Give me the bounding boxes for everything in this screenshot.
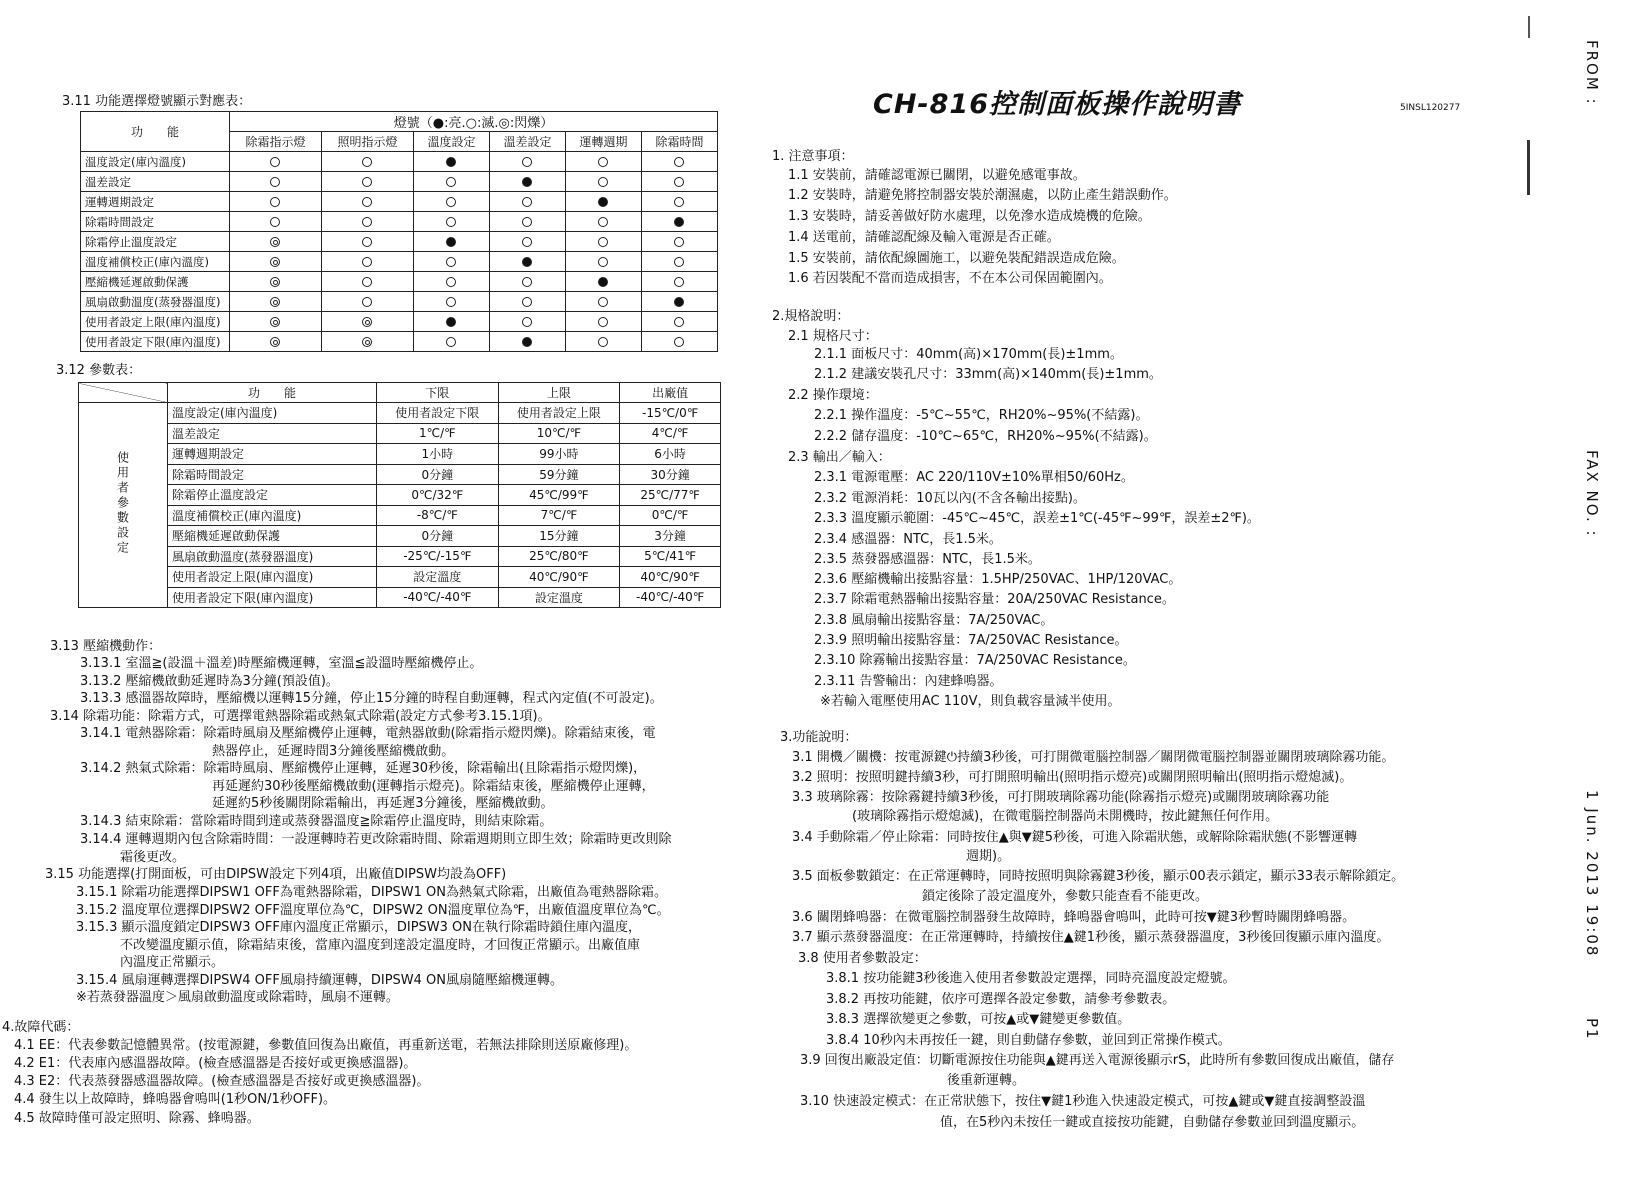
text-line: 後重新運轉。 xyxy=(947,1073,1026,1088)
lamp-cell xyxy=(489,172,565,192)
lamp-flash-icon xyxy=(270,277,280,287)
lamp-flash-icon xyxy=(362,337,372,347)
text-line: 3.8.4 10秒內未再按任一鍵，則自動儲存參數，並回到正常操作模式。 xyxy=(826,1033,1231,1048)
param-value: 99小時 xyxy=(498,444,620,465)
lamp-off-icon xyxy=(598,337,608,347)
text-line: ※若輸入電壓使用AC 110V，則負載容量減半使用。 xyxy=(820,694,1121,709)
text-line: 3.8 使用者參數設定： xyxy=(798,951,927,966)
text-line: 3.14.4 運轉週期內包含除霜時間：一設運轉時若更改除霜時間、除霜週期則立即生效；除霜時更改則除 xyxy=(80,832,672,847)
param-header: 下限 xyxy=(377,383,499,403)
param-name: 運轉週期設定 xyxy=(168,444,377,465)
lamp-off-icon xyxy=(446,337,456,347)
param-name: 風扇啟動溫度(蒸發器溫度) xyxy=(168,546,377,567)
param-value: 0分鐘 xyxy=(377,464,499,485)
text-line: 2.3.6 壓縮機輸出接點容量：1.5HP/250VAC、1HP/120VAC。 xyxy=(814,572,1182,587)
lamp-cell xyxy=(230,212,322,232)
param-value: -40℃/-40℉ xyxy=(377,587,499,608)
lamp-off-icon xyxy=(522,237,532,247)
text-line: 2.1.2 建議安裝孔尺寸：33mm(高)×140mm(長)±1mm。 xyxy=(814,367,1162,382)
lamp-off-icon xyxy=(522,217,532,227)
text-line: 2.規格說明： xyxy=(772,309,850,324)
lamp-header: 溫度設定 xyxy=(413,132,489,152)
param-name: 除霜停止溫度設定 xyxy=(168,485,377,506)
text-line: 2.3.4 感溫器：NTC，長1.5米。 xyxy=(814,532,1002,547)
text-line: 3.7 顯示蒸發器溫度：在正常運轉時，持續按住▲鍵1秒後，顯示蒸發器溫度，3秒後回復顯示庫內溫度。 xyxy=(792,930,1390,945)
text-line: 內溫度正常顯示。 xyxy=(120,955,225,970)
param-name: 使用者設定上限(庫內溫度) xyxy=(168,567,377,588)
lamp-cell xyxy=(321,252,413,272)
lamp-off-icon xyxy=(362,217,372,227)
lamp-off-icon xyxy=(362,197,372,207)
lamp-off-icon xyxy=(522,277,532,287)
lamp-on-icon xyxy=(446,237,456,247)
table-row xyxy=(79,505,721,526)
table-row xyxy=(79,464,721,485)
lamp-on-icon xyxy=(674,217,684,227)
lamp-cell xyxy=(413,312,489,332)
parameter-table xyxy=(78,382,721,608)
text-line: 2.1.1 面板尺寸：40mm(高)×170mm(長)±1mm。 xyxy=(814,347,1123,362)
lamp-cell xyxy=(641,312,717,332)
lamp-header: 照明指示燈 xyxy=(321,132,413,152)
param-side-text: 使用者參數設定 xyxy=(115,451,130,556)
table-row xyxy=(81,212,718,232)
lamp-off-icon xyxy=(674,317,684,327)
param-value: -40℃/-40℉ xyxy=(620,587,721,608)
text-line: 2.3.11 告警輸出：內建蜂鳴器。 xyxy=(814,674,1003,689)
row-function-name: 風扇啟動溫度(蒸發器溫度) xyxy=(81,292,230,312)
page-title: CH-816控制面板操作說明書 xyxy=(873,89,1241,120)
lamp-flash-icon xyxy=(270,297,280,307)
lamp-off-icon xyxy=(598,217,608,227)
lamp-cell xyxy=(489,232,565,252)
lamp-off-icon xyxy=(674,197,684,207)
lamp-cell xyxy=(489,252,565,272)
lamp-flash-icon xyxy=(270,317,280,327)
scan-mark xyxy=(1527,140,1530,195)
lamp-off-icon xyxy=(598,297,608,307)
text-line: 3.13.1 室溫≧(設溫＋溫差)時壓縮機運轉，室溫≦設溫時壓縮機停止。 xyxy=(80,656,483,671)
table-row xyxy=(81,272,718,292)
lamp-on-icon xyxy=(522,257,532,267)
text-line: 1.5 安裝前，請依配線圖施工，以避免裝配錯誤造成危險。 xyxy=(788,251,1125,266)
lamp-off-icon xyxy=(270,177,280,187)
lamp-off-icon xyxy=(362,237,372,247)
lamp-cell xyxy=(489,272,565,292)
text-line: 不改變溫度顯示值，除霜結束後，當庫內溫度到達設定溫度時，才回復正常顯示。出廠值庫 xyxy=(120,938,641,953)
table-row xyxy=(79,423,721,444)
text-line: 2.1 規格尺寸： xyxy=(788,329,878,344)
lamp-cell xyxy=(413,232,489,252)
lamp-off-icon xyxy=(446,257,456,267)
table-row xyxy=(79,526,721,547)
text-line: 4.2 E1：代表庫內感溫器故障。(檢查感溫器是否接好或更換感溫器)。 xyxy=(14,1056,417,1071)
lamp-header: 除霜時間 xyxy=(641,132,717,152)
text-line: 鎖定後除了設定溫度外，參數只能查看不能更改。 xyxy=(922,889,1209,904)
param-value: 30分鐘 xyxy=(620,464,721,485)
lamp-cell xyxy=(565,272,641,292)
lamp-off-icon xyxy=(362,157,372,167)
param-value: 使用者設定上限 xyxy=(498,403,620,424)
lamp-cell xyxy=(641,192,717,212)
lamp-cell xyxy=(230,292,322,312)
text-line: 3.14 除霜功能：除霜方式，可選擇電熱器除霜或熱氣式除霜(設定方式參考3.15.1項)。 xyxy=(50,709,551,724)
text-line: 3.15.3 顯示溫度鎖定DIPSW3 OFF庫內溫度正常顯示，DIPSW3 ON在執行除霜時鎖住庫內溫度， xyxy=(76,920,642,935)
text-line: 4.1 EE：代表參數記憶體異常。(按電源鍵，參數值回復為出廠值，再重新送電，若無法排除則送原廠修理)。 xyxy=(14,1038,638,1053)
text-line: 4.故障代碼： xyxy=(2,1020,80,1035)
section-3-11-heading: 3.11 功能選擇燈號顯示對應表： xyxy=(62,94,252,109)
lamp-cell xyxy=(413,292,489,312)
param-value: 0℃/32℉ xyxy=(377,485,499,506)
table-row xyxy=(81,292,718,312)
param-value: 1小時 xyxy=(377,444,499,465)
lamp-cell xyxy=(230,232,322,252)
lamp-off-icon xyxy=(674,177,684,187)
text-line: 3.13.3 感溫器故障時，壓縮機以運轉15分鐘，停止15分鐘的時程自動運轉，程式內定值(不可設定)。 xyxy=(80,691,663,706)
text-line: 1.4 送電前，請確認配線及輸入電源是否正確。 xyxy=(788,230,1060,245)
param-value: 7℃/℉ xyxy=(498,505,620,526)
text-line: 4.4 發生以上故障時，蜂鳴器會鳴叫(1秒ON/1秒OFF)。 xyxy=(14,1092,337,1107)
lamp-on-icon xyxy=(446,317,456,327)
param-value: 設定溫度 xyxy=(498,587,620,608)
text-line: 3.6 關閉蜂鳴器：在微電腦控制器發生故障時，蜂鳴器會鳴叫，此時可按▼鍵3秒暫時關閉蜂鳴器。 xyxy=(792,910,1356,925)
lamp-flash-icon xyxy=(270,337,280,347)
text-line: 值，在5秒內未按任一鍵或直接按功能鍵，自動儲存參數並回到溫度顯示。 xyxy=(940,1115,1365,1130)
text-line: 2.3.10 除霧輸出接點容量：7A/250VAC Resistance。 xyxy=(814,653,1136,668)
text-line: 1.2 安裝時，請避免將控制器安裝於潮濕處，以防止產生錯誤動作。 xyxy=(788,188,1177,203)
lamp-off-icon xyxy=(674,257,684,267)
lamp-cell xyxy=(641,272,717,292)
text-line: 3.14.1 電熱器除霜：除霜時風扇及壓縮機停止運轉，電熱器啟動(除霜指示燈閃爍)。除霜結束後，電 xyxy=(80,726,656,741)
param-value: 59分鐘 xyxy=(498,464,620,485)
row-function-name: 溫度設定(庫內溫度) xyxy=(81,152,230,172)
lamp-off-icon xyxy=(522,317,532,327)
lamp-off-icon xyxy=(674,237,684,247)
lamp-cell xyxy=(230,312,322,332)
lamp-cell xyxy=(489,192,565,212)
lamp-cell xyxy=(321,232,413,252)
param-value: 4℃/℉ xyxy=(620,423,721,444)
table-corner xyxy=(79,383,168,403)
lamp-off-icon xyxy=(446,217,456,227)
lamp-cell xyxy=(641,292,717,312)
fax-page: P1 xyxy=(1583,1018,1601,1041)
lamp-cell xyxy=(230,252,322,272)
lamp-header: 除霜指示燈 xyxy=(230,132,322,152)
param-name: 溫度補償校正(庫內溫度) xyxy=(168,505,377,526)
lamp-cell xyxy=(489,312,565,332)
table-row xyxy=(79,444,721,465)
param-value: 40℃/90℉ xyxy=(620,567,721,588)
param-value: 15分鐘 xyxy=(498,526,620,547)
lamp-cell xyxy=(565,312,641,332)
document-code: 5INSL120277 xyxy=(1400,103,1461,113)
lamp-cell xyxy=(321,152,413,172)
lamp-off-icon xyxy=(598,317,608,327)
lamp-off-icon xyxy=(270,157,280,167)
row-function-name: 溫差設定 xyxy=(81,172,230,192)
lamp-cell xyxy=(565,212,641,232)
lamp-cell xyxy=(413,272,489,292)
lamp-cell xyxy=(489,292,565,312)
lamp-off-icon xyxy=(362,257,372,267)
fax-from: FROM : xyxy=(1583,40,1601,106)
text-line: 霜後更改。 xyxy=(120,850,186,865)
param-name: 溫差設定 xyxy=(168,423,377,444)
text-line: (玻璃除霧指示燈熄滅)，在微電腦控制器尚未開機時，按此鍵無任何作用。 xyxy=(852,809,1279,824)
lamp-off-icon xyxy=(362,277,372,287)
text-line: 2.2.2 儲存溫度：-10℃~65℃，RH20%~95%(不結露)。 xyxy=(814,429,1157,444)
text-line: 3.8.1 按功能鍵3秒後進入使用者參數設定選擇，同時亮溫度設定燈號。 xyxy=(826,971,1236,986)
lamp-off-icon xyxy=(674,337,684,347)
lamp-off-icon xyxy=(362,297,372,307)
table-row xyxy=(81,332,718,352)
lamp-on-icon xyxy=(598,197,608,207)
lamp-cell xyxy=(489,212,565,232)
table-row xyxy=(79,403,721,424)
param-value: 0分鐘 xyxy=(377,526,499,547)
lamp-cell xyxy=(321,312,413,332)
section-3-12-heading: 3.12 參數表： xyxy=(56,363,142,378)
lamp-cell xyxy=(321,172,413,192)
lamp-cell xyxy=(230,172,322,192)
lamp-off-icon xyxy=(446,297,456,307)
param-header: 功 能 xyxy=(168,383,377,403)
text-line: 3.4 手動除霜／停止除霜：同時按住▲與▼鍵5秒後，可進入除霜狀態，或解除除霜狀態(不影響運轉 xyxy=(792,830,1358,845)
text-line: 3.13.2 壓縮機啟動延遲時為3分鐘(預設值)。 xyxy=(80,674,339,689)
text-line: 2.3.3 溫度顯示範圍：-45℃~45℃，誤差±1℃(-45℉~99℉，誤差±2℉)。 xyxy=(814,511,1260,526)
lamp-cell xyxy=(230,332,322,352)
text-line: 2.3.5 蒸發器感溫器：NTC，長1.5米。 xyxy=(814,552,1041,567)
lamp-cell xyxy=(489,152,565,172)
lamp-cell xyxy=(321,192,413,212)
lamp-cell xyxy=(413,152,489,172)
table-header-lamp: 燈號（●:亮.○:滅.◎:閃爍） xyxy=(230,112,718,132)
table-row xyxy=(79,546,721,567)
lamp-cell xyxy=(641,232,717,252)
text-line: 3.8.2 再按功能鍵，依序可選擇各設定參數，請參考參數表。 xyxy=(826,992,1176,1007)
text-line: 2.3 輸出／輸入： xyxy=(788,450,891,465)
text-line: 3.15 功能選擇(打開面板，可由DIPSW設定下列4項，出廠值DIPSW均設為OFF) xyxy=(45,867,507,882)
text-line: 1.3 安裝時，請妥善做好防水處理，以免滲水造成燒機的危險。 xyxy=(788,209,1151,224)
lamp-off-icon xyxy=(522,197,532,207)
lamp-cell xyxy=(565,332,641,352)
text-line: 3.10 快速設定模式：在正常狀態下，按住▼鍵1秒進入快速設定模式，可按▲鍵或▼鍵直接調整設溫 xyxy=(800,1094,1366,1109)
text-line: 2.2.1 操作溫度：-5℃~55℃，RH20%~95%(不結露)。 xyxy=(814,408,1149,423)
lamp-function-table xyxy=(80,111,718,352)
table-row xyxy=(79,567,721,588)
lamp-cell xyxy=(641,252,717,272)
lamp-off-icon xyxy=(522,297,532,307)
param-name: 使用者設定下限(庫內溫度) xyxy=(168,587,377,608)
lamp-cell xyxy=(413,192,489,212)
param-value: -15℃/0℉ xyxy=(620,403,721,424)
text-line: 1.1 安裝前，請確認電源已關閉，以避免感電事故。 xyxy=(788,168,1086,183)
lamp-cell xyxy=(565,252,641,272)
table-row xyxy=(81,172,718,192)
text-line: 3.3 玻璃除霧：按除霧鍵持續3秒後，可打開玻璃除霧功能(除霧指示燈亮)或關閉玻璃除霧功能 xyxy=(792,790,1330,805)
text-line: 熱器停止，延遲時間3分鐘後壓縮機啟動。 xyxy=(212,744,455,759)
text-line: 再延遲約30秒後壓縮機啟動(運轉指示燈亮)。除霜結束後，壓縮機停止運轉， xyxy=(212,779,655,794)
param-value: 5℃/41℉ xyxy=(620,546,721,567)
lamp-flash-icon xyxy=(270,237,280,247)
lamp-cell xyxy=(321,332,413,352)
lamp-flash-icon xyxy=(362,317,372,327)
param-value: -25℃/-15℉ xyxy=(377,546,499,567)
text-line: 3.2 照明：按照明鍵持續3秒，可打開照明輸出(照明指示燈亮)或關閉照明輸出(照明指示燈熄滅)。 xyxy=(792,770,1353,785)
param-name: 溫度設定(庫內溫度) xyxy=(168,403,377,424)
lamp-header: 運轉週期 xyxy=(565,132,641,152)
lamp-cell xyxy=(230,152,322,172)
text-line: 2.3.7 除霜電熱器輸出接點容量：20A/250VAC Resistance。 xyxy=(814,592,1175,607)
param-value: 25℃/77℉ xyxy=(620,485,721,506)
row-function-name: 溫度補償校正(庫內溫度) xyxy=(81,252,230,272)
lamp-cell xyxy=(413,332,489,352)
table-header-function: 功 能 xyxy=(81,112,230,152)
text-line: 3.14.3 結束除霜：當除霜時間到達或蒸發器溫度≧除霜停止溫度時，則結束除霜。 xyxy=(80,814,553,829)
lamp-cell xyxy=(321,212,413,232)
lamp-off-icon xyxy=(598,237,608,247)
text-line: 3.1 開機／關機：按電源鍵⏻持續3秒後，可打開微電腦控制器／關閉微電腦控制器並關閉玻璃除霧功能。 xyxy=(792,750,1395,765)
param-value: 25℃/80℉ xyxy=(498,546,620,567)
row-function-name: 除霜停止溫度設定 xyxy=(81,232,230,252)
lamp-off-icon xyxy=(446,197,456,207)
param-value: 設定溫度 xyxy=(377,567,499,588)
fax-number: FAX NO. : xyxy=(1583,450,1601,538)
lamp-off-icon xyxy=(598,177,608,187)
param-value: 10℃/℉ xyxy=(498,423,620,444)
text-line: 3.5 面板參數鎖定：在正常運轉時，同時按照明與除霧鍵3秒後，顯示00表示鎖定，顯示33表示解除鎖定。 xyxy=(792,869,1405,884)
lamp-off-icon xyxy=(270,217,280,227)
lamp-cell xyxy=(641,172,717,192)
text-line: 3.13 壓縮機動作： xyxy=(50,639,162,654)
row-function-name: 使用者設定上限(庫內溫度) xyxy=(81,312,230,332)
lamp-cell xyxy=(230,192,322,212)
param-header: 出廠值 xyxy=(620,383,721,403)
lamp-cell xyxy=(321,292,413,312)
table-row xyxy=(81,232,718,252)
param-value: 6小時 xyxy=(620,444,721,465)
lamp-off-icon xyxy=(598,157,608,167)
lamp-cell xyxy=(565,172,641,192)
text-line: 3.8.3 選擇欲變更之參數，可按▲或▼鍵變更參數值。 xyxy=(826,1012,1131,1027)
table-row xyxy=(81,252,718,272)
row-function-name: 運轉週期設定 xyxy=(81,192,230,212)
lamp-cell xyxy=(641,332,717,352)
lamp-off-icon xyxy=(270,197,280,207)
lamp-cell xyxy=(565,192,641,212)
lamp-on-icon xyxy=(598,277,608,287)
table-row xyxy=(79,485,721,506)
text-line: 2.3.8 風扇輸出接點容量：7A/250VAC。 xyxy=(814,613,1054,628)
text-line: 3.9 回復出廠設定值：切斷電源按住功能與▲鍵再送入電源後顯示rS，此時所有參數回復成出廠值，儲存 xyxy=(800,1053,1395,1068)
lamp-flash-icon xyxy=(270,257,280,267)
text-line: 2.2 操作環境： xyxy=(788,388,878,403)
text-line: 3.功能說明： xyxy=(780,730,858,745)
lamp-off-icon xyxy=(446,277,456,287)
text-line: 1.6 若因裝配不當而造成損害，不在本公司保固範圍內。 xyxy=(788,271,1112,286)
row-function-name: 壓縮機延遲啟動保護 xyxy=(81,272,230,292)
row-function-name: 除霜時間設定 xyxy=(81,212,230,232)
lamp-off-icon xyxy=(522,157,532,167)
text-line: 週期)。 xyxy=(966,849,1011,864)
lamp-cell xyxy=(641,212,717,232)
text-line: ※若蒸發器溫度＞風扇啟動溫度或除霜時，風扇不運轉。 xyxy=(76,990,399,1005)
text-line: 2.3.9 照明輸出接點容量：7A/250VAC Resistance。 xyxy=(814,633,1128,648)
text-line: 2.3.1 電源電壓：AC 220/110V±10%單相50/60Hz。 xyxy=(814,470,1134,485)
lamp-off-icon xyxy=(362,177,372,187)
lamp-cell xyxy=(321,272,413,292)
lamp-cell xyxy=(565,292,641,312)
param-value: 使用者設定下限 xyxy=(377,403,499,424)
lamp-cell xyxy=(641,152,717,172)
lamp-cell xyxy=(230,272,322,292)
text-line: 3.14.2 熱氣式除霜：除霜時風扇、壓縮機停止運轉，延遲30秒後，除霜輸出(且除霜指示燈閃爍)， xyxy=(80,761,647,776)
lamp-on-icon xyxy=(446,157,456,167)
text-line: 4.5 故障時僅可設定照明、除霧、蜂鳴器。 xyxy=(14,1111,260,1126)
scan-mark xyxy=(1528,16,1530,38)
text-line: 3.15.1 除霜功能選擇DIPSW1 OFF為電熱器除霜，DIPSW1 ON為熱氣式除霜，出廠值為電熱器除霜。 xyxy=(76,885,668,900)
lamp-on-icon xyxy=(674,297,684,307)
lamp-cell xyxy=(565,152,641,172)
param-value: -8℃/℉ xyxy=(377,505,499,526)
param-value: 3分鐘 xyxy=(620,526,721,547)
param-header: 上限 xyxy=(498,383,620,403)
lamp-cell xyxy=(413,212,489,232)
lamp-cell xyxy=(489,332,565,352)
param-value: 40℃/90℉ xyxy=(498,567,620,588)
fax-date: 1 Jun. 2013 19:08 xyxy=(1583,790,1601,958)
text-line: 1. 注意事項： xyxy=(772,149,854,164)
text-line: 3.15.2 溫度單位選擇DIPSW2 OFF溫度單位為℃，DIPSW2 ON溫度單位為℉，出廠值溫度單位為℃。 xyxy=(76,903,670,918)
table-row xyxy=(81,192,718,212)
param-value: 1℃/℉ xyxy=(377,423,499,444)
lamp-cell xyxy=(565,232,641,252)
param-value: 0℃/℉ xyxy=(620,505,721,526)
lamp-on-icon xyxy=(522,177,532,187)
param-name: 除霜時間設定 xyxy=(168,464,377,485)
text-line: 延遲約5秒後關閉除霜輸出，再延遲3分鐘後，壓縮機啟動。 xyxy=(212,796,554,811)
param-name: 壓縮機延遲啟動保護 xyxy=(168,526,377,547)
table-row xyxy=(81,152,718,172)
lamp-off-icon xyxy=(598,257,608,267)
lamp-off-icon xyxy=(446,177,456,187)
lamp-on-icon xyxy=(522,337,532,347)
lamp-off-icon xyxy=(674,157,684,167)
text-line: 3.15.4 風扇運轉選擇DIPSW4 OFF風扇持續運轉，DIPSW4 ON風扇隨壓縮機運轉。 xyxy=(76,973,564,988)
text-line: 2.3.2 電源消耗：10瓦以內(不含各輸出接點)。 xyxy=(814,491,1086,506)
lamp-header: 溫差設定 xyxy=(489,132,565,152)
lamp-off-icon xyxy=(674,277,684,287)
row-function-name: 使用者設定下限(庫內溫度) xyxy=(81,332,230,352)
table-row xyxy=(81,312,718,332)
text-line: 4.3 E2：代表蒸發器感溫器故障。(檢查感溫器是否接好或更換感溫器)。 xyxy=(14,1074,430,1089)
lamp-cell xyxy=(413,252,489,272)
param-value: 45℃/99℉ xyxy=(498,485,620,506)
param-side-label xyxy=(79,403,168,608)
lamp-cell xyxy=(413,172,489,192)
table-row xyxy=(79,587,721,608)
